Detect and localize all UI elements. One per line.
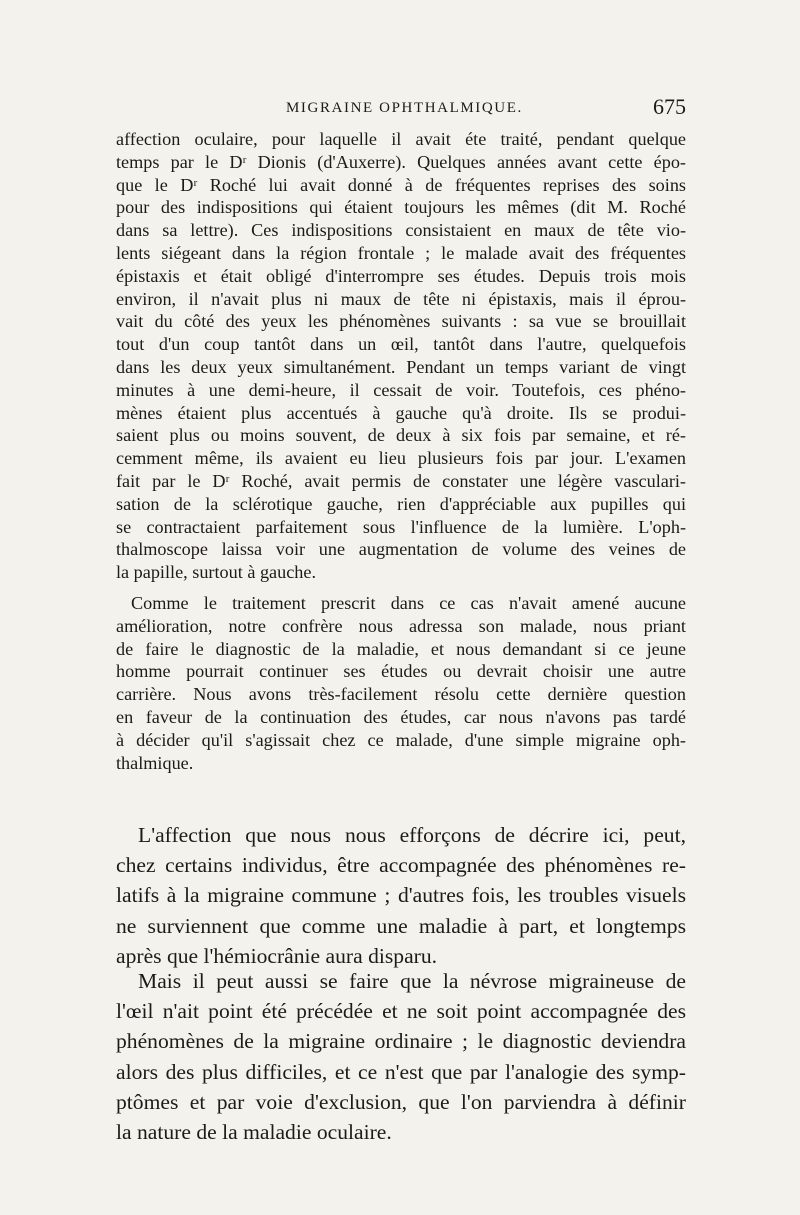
text-line: épistaxis et était obligé d'interrompre ses études. Depuis trois mois [116,265,686,286]
text-line: amélioration, notre confrère nous adressa son malade, nous priant [116,615,686,636]
text-line: phénomènes de la migraine ordinaire ; le diagnostic deviendra [116,1029,686,1054]
paragraph-affection [116,820,686,971]
text-line: mènes étaient plus accentués à gauche qu'à droite. Ils se produi- [116,402,686,423]
text-line: thalmique. [116,752,194,773]
text-line: chez certains individus, être accompagnée des phénomènes re- [116,853,686,878]
text-line: pour des indispositions qui étaient toujours les mêmes (dit M. Roché [116,197,686,218]
paragraph-case-report [116,128,686,584]
text-line: la nature de la maladie oculaire. [116,1119,392,1144]
text-line: lents siégeant dans la région frontale ; le malade avait des fréquentes [116,242,686,263]
text-line: Mais il peut aussi se faire que la névrose migraineuse de [138,969,686,993]
text-line: tout d'un coup tantôt dans un œil, tantôt dans l'autre, quelquefois [116,334,686,355]
text-line: cemment même, ils avaient eu lieu plusieurs fois par jour. L'examen [116,448,686,469]
text-line: Comme le traitement prescrit dans ce cas n'avait amené aucune [131,593,686,613]
text-line: carrière. Nous avons très-facilement résolu cette dernière question [116,684,686,705]
text-line: temps par le Dʳ Dionis (d'Auxerre). Quelques années avant cette épo- [116,151,686,172]
text-line: à décider qu'il s'agissait chez ce malade, d'une simple migraine oph- [116,729,686,750]
text-line: de faire le diagnostic de la maladie, et nous demandant si ce jeune [116,638,686,659]
text-line: dans sa lettre). Ces indispositions consistaient en maux de tête vio- [116,220,686,241]
text-line: latifs à la migraine commune ; d'autres fois, les troubles visuels [116,883,686,908]
text-line: affection oculaire, pour laquelle il avait éte traité, pendant quelque [116,129,686,149]
text-line: minutes à une demi-heure, il cessait de voir. Toutefois, ces phéno- [116,379,686,400]
page-header [116,94,686,128]
text-line: en faveur de la continuation des études, car nous n'avons pas tardé [116,706,686,727]
page-number: 675 [653,94,686,119]
text-line: saient plus ou moins souvent, de deux à six fois par semaine, et ré- [116,425,686,446]
text-line: la papille, surtout à gauche. [116,562,316,583]
text-line: après que l'hémiocrânie aura disparu. [116,943,438,968]
running-title: MIGRAINE OPHTHALMIQUE. [286,100,523,116]
text-line: ne surviennent que comme une maladie à part, et longtemps [116,913,686,938]
paragraph-diagnosis [116,966,686,1147]
text-line: environ, il n'avait plus ni maux de tête ni épistaxis, mais il éprou- [116,288,686,309]
text-line: alors des plus difficiles, et ce n'est que par l'analogie des symp- [116,1059,686,1084]
text-line: thalmoscope laissa voir une augmentation de volume des veines de [116,539,686,560]
text-line: se contractaient parfaitement sous l'influence de la lumière. L'oph- [116,516,686,537]
text-line: sation de la sclérotique gauche, rien d'appréciable aux pupilles qui [116,493,686,514]
text-line: que le Dʳ Roché lui avait donné à de fréquentes reprises des soins [116,174,686,195]
paragraph-treatment [116,592,686,774]
text-line: vait du côté des yeux les phénomènes suivants : sa vue se brouillait [116,311,686,332]
text-line: l'œil n'ait point été précédée et ne soit point accompagnée des [116,999,686,1024]
text-line: L'affection que nous nous efforçons de décrire ici, peut, [138,823,686,847]
text-line: ptômes et par voie d'exclusion, que l'on parviendra à définir [116,1089,686,1114]
text-line: dans les deux yeux simultanément. Pendant un temps variant de vingt [116,356,686,377]
text-line: fait par le Dʳ Roché, avait permis de constater une légère vasculari- [116,470,686,491]
text-line: homme pourrait continuer ses études ou devrait choisir une autre [116,661,686,682]
